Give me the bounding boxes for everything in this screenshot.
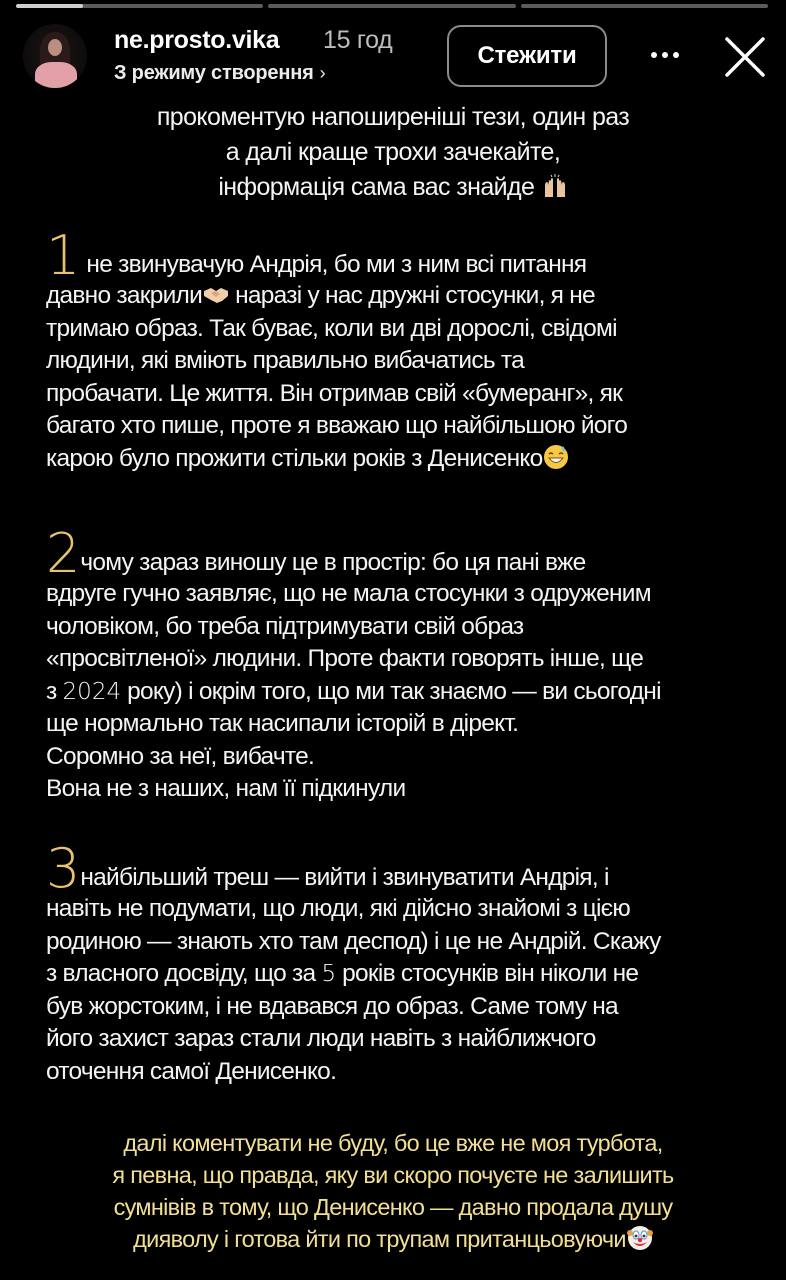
section-line: родиною — знають хто там деспод) і це не Андрій. Скажу: [46, 927, 661, 955]
story-section-2: [46, 522, 766, 806]
section-line: [46, 443, 766, 476]
intro-line: а далі краще трохи зачекайте,: [225, 138, 561, 166]
story-header: [0, 22, 786, 92]
section-line: навіть не подумати, що люди, які дійсно знайомі з цією: [46, 895, 631, 922]
closing-line: сумнівів в тому, що Денисенко — давно продала душу: [113, 1194, 673, 1220]
progress-segment-3: [521, 4, 768, 8]
section-line: «просвітленої» людини. Проте факти говорять інше, ще: [46, 645, 644, 672]
section-line: вдруге гучно заявляє, що не мала стосунки з одруженим: [46, 580, 651, 607]
section-text: чому зараз виношу це в простір: бо ця пані вже: [80, 549, 586, 576]
avatar-body: [35, 62, 77, 88]
section-text: з: [46, 677, 63, 705]
story-progress-bar: [16, 4, 768, 8]
section-line: [46, 280, 766, 313]
progress-segment-1: [16, 4, 263, 8]
raising-hands-icon: [542, 173, 568, 199]
more-options-button[interactable]: [645, 40, 685, 70]
section-line: чоловіком, бо треба підтримувати свій образ: [46, 612, 524, 640]
intro-line-with-emoji: [0, 170, 786, 205]
story-section-1: [46, 224, 766, 475]
created-mode-link[interactable]: [114, 62, 325, 85]
section-line: людини, які вміють правильно вибачатись та: [46, 347, 524, 374]
section-line: тримаю образ. Так буває, коли ви дві дорослі, свідомі: [46, 314, 617, 342]
avatar[interactable]: [23, 24, 87, 88]
section-text: найбільший треш — вийти і звинуватити Андрія, і: [80, 864, 609, 891]
section-number: 3: [46, 837, 81, 900]
section-line: Соромно за неї, вибачте.: [46, 742, 315, 770]
section-text: року) і окрім того, що ми так знаємо — ви сьогодні: [121, 677, 661, 705]
more-horizontal-icon: [662, 52, 668, 58]
clown-face-icon: [627, 1225, 653, 1251]
section-text: давно закрили: [46, 282, 203, 309]
progress-fill: [16, 4, 83, 8]
section-line: його захист зараз стали люди навіть з найближчого: [46, 1025, 596, 1052]
section-number: 2: [46, 522, 81, 585]
years-number: 5: [321, 961, 337, 987]
section-line: [46, 837, 766, 900]
more-horizontal-icon: [673, 52, 679, 58]
section-text: з власного досвіду, що за: [46, 960, 322, 987]
grinning-sweat-icon: [543, 444, 569, 470]
closing-line: я певна, що правда, яку ви скоро почуєте не залишить: [112, 1162, 674, 1188]
section-line: [46, 958, 766, 991]
time-ago: 15 год: [323, 26, 393, 54]
section-text: карою було прожити стільки років з Денисенко: [46, 444, 543, 472]
year-number: 2024: [62, 678, 122, 705]
progress-segment-2: [268, 4, 515, 8]
closing-line: дияволу і готова йти по трупам пританцьовуючи: [133, 1226, 626, 1252]
section-text: не звинувачую Андрія, бо ми з ним всі питання: [80, 251, 587, 278]
more-horizontal-icon: [651, 52, 657, 58]
section-line: ще нормально так насипали історій в дірект.: [46, 710, 519, 737]
section-line: [46, 522, 766, 585]
avatar-face: [48, 39, 62, 56]
section-text: років стосунків він ніколи не: [336, 960, 639, 987]
close-icon: [720, 32, 770, 82]
section-number: 1: [46, 224, 81, 287]
created-mode-label: З режиму створення: [114, 62, 314, 84]
chevron-right-icon: ›: [319, 63, 326, 83]
close-button[interactable]: [720, 32, 770, 82]
story-closing-text: [0, 1127, 786, 1255]
section-text: наразі у нас дружні стосунки, я не: [229, 282, 595, 309]
closing-line-with-emoji: [0, 1223, 786, 1255]
section-line: оточення самої Денисенко.: [46, 1057, 337, 1085]
username[interactable]: ne.prosto.vika: [114, 26, 280, 54]
section-line: пробачати. Це життя. Він отримав свій «бумеранг», як: [46, 379, 623, 407]
handshake-icon: [203, 281, 229, 307]
section-line: багато хто пише, проте я вважаю що найбільшою його: [46, 412, 628, 439]
section-line: був жорстоким, і не вдавався до образ. Саме тому на: [46, 992, 618, 1020]
section-line: [46, 224, 766, 287]
follow-button[interactable]: Стежити: [447, 25, 607, 87]
closing-line: далі коментувати не буду, бо це вже не моя турбота,: [123, 1130, 663, 1156]
intro-line: прокоментую напоширеніші тези, один раз: [156, 103, 630, 131]
section-line: Вона не з наших, нам її підкинули: [46, 775, 406, 802]
story-intro-text: [0, 100, 786, 205]
section-line: [46, 676, 766, 709]
intro-line: інформація сама вас знайде: [218, 173, 535, 201]
story-section-3: [46, 837, 766, 1088]
